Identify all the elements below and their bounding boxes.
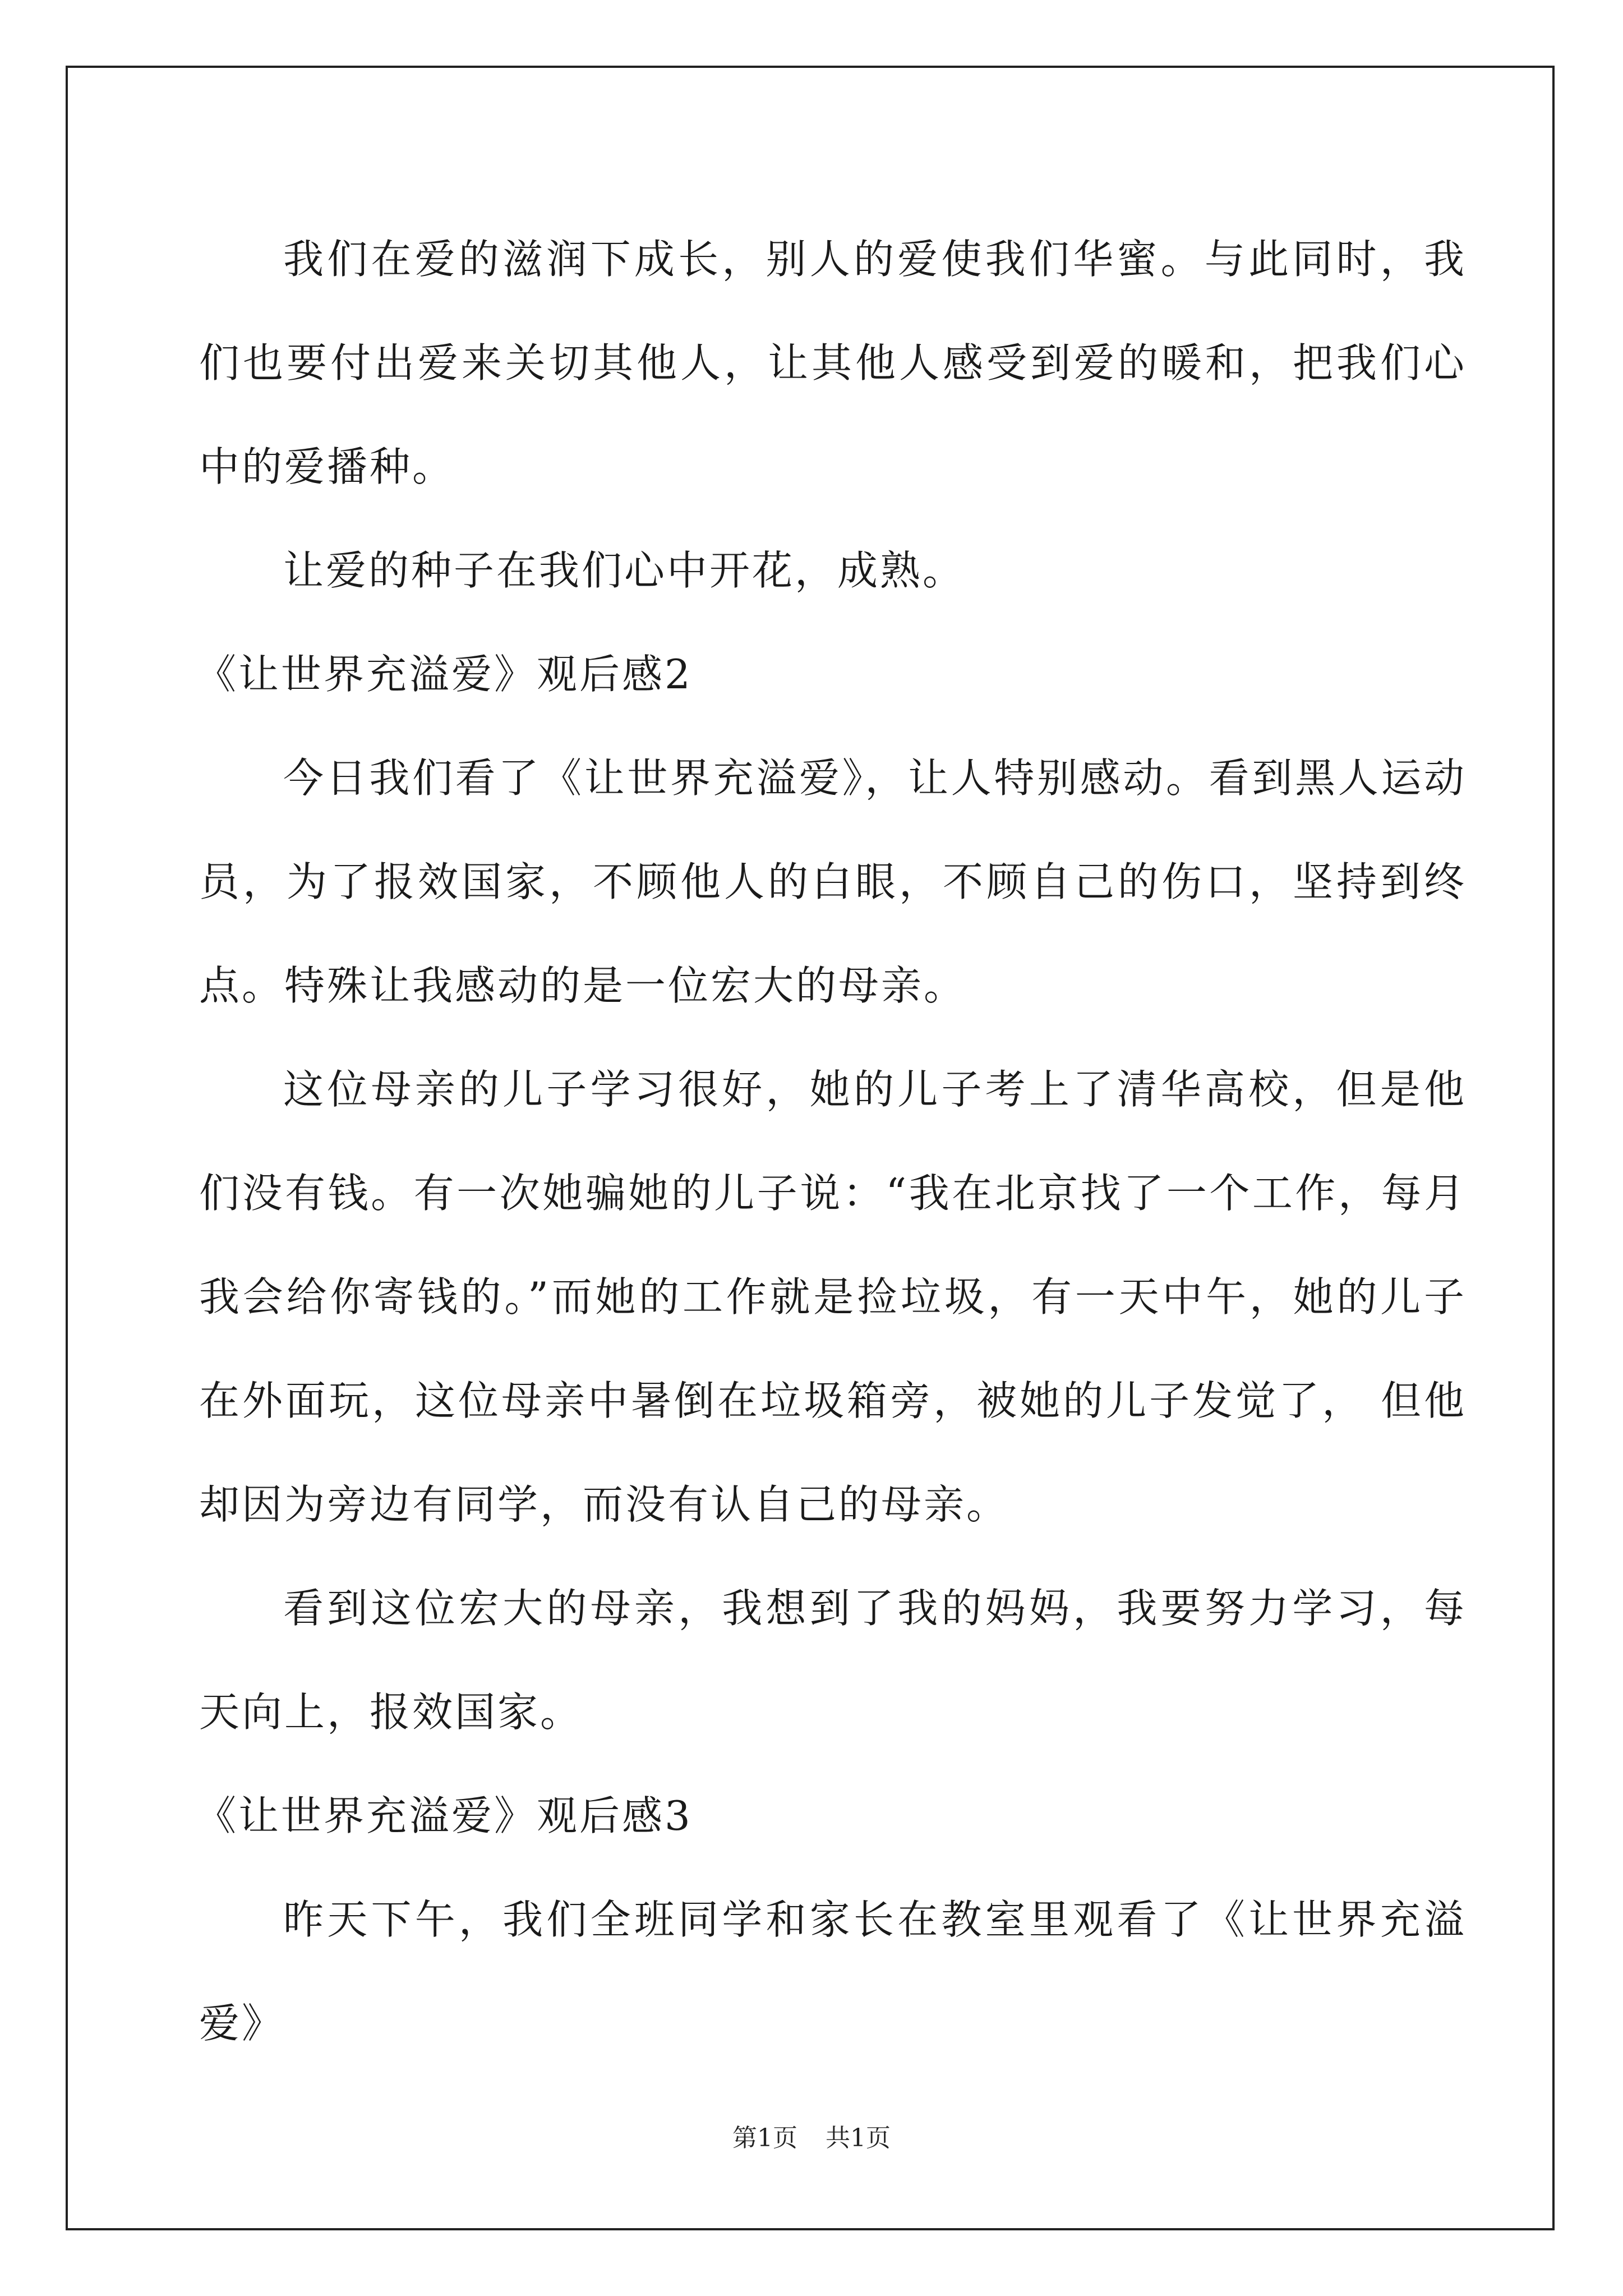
paragraph: 让爱的种子在我们心中开花，成熟。	[283, 547, 966, 594]
paragraph: 这位母亲的儿子学习很好，她的儿子考上了清华高校，但是他们没有钱。有一次她骗她的儿子说：“我在北京找了一个工作，每月我会给你寄钱的。”而她的工作就是捡垃圾，有一天中午，她的儿子在外面玩，这位母亲中暑倒在垃圾箱旁，被她的儿子发觉了， 但他却因为旁边有同学，而没有认自己的母亲。	[199, 1066, 1467, 1528]
section-heading: 《让世界充溢爱》观后感3	[196, 1792, 693, 1839]
paragraph: 看到这位宏大的母亲，我想到了我的妈妈，我要努力学习，每天向上，报效国家。	[199, 1585, 1467, 1736]
page-footer	[0, 2118, 1623, 2154]
paragraph: 今日我们看了《让世界充溢爱》，让人特别感动。看到黑人运动员，为了报效国家，不顾他人的白眼，不顾自己的伤口，坚持到终点。特殊让我感动的是一位宏大的母亲。	[199, 754, 1467, 1009]
page-total: 共1页	[826, 2124, 891, 2152]
document-body	[196, 208, 1467, 2076]
page-number: 第1页	[732, 2124, 797, 2152]
paragraph: 我们在爱的滋润下成长，别人的爱使我们华蜜。与此同时，我们也要付出爱来关切其他人，让其他人感受到爱的暖和，把我们心中的爱播种。	[199, 236, 1467, 490]
paragraph: 昨天下午，我们全班同学和家长在教室里观看了《让世界充溢爱》	[199, 1896, 1467, 2047]
section-heading: 《让世界充溢爱》观后感2	[196, 651, 693, 698]
